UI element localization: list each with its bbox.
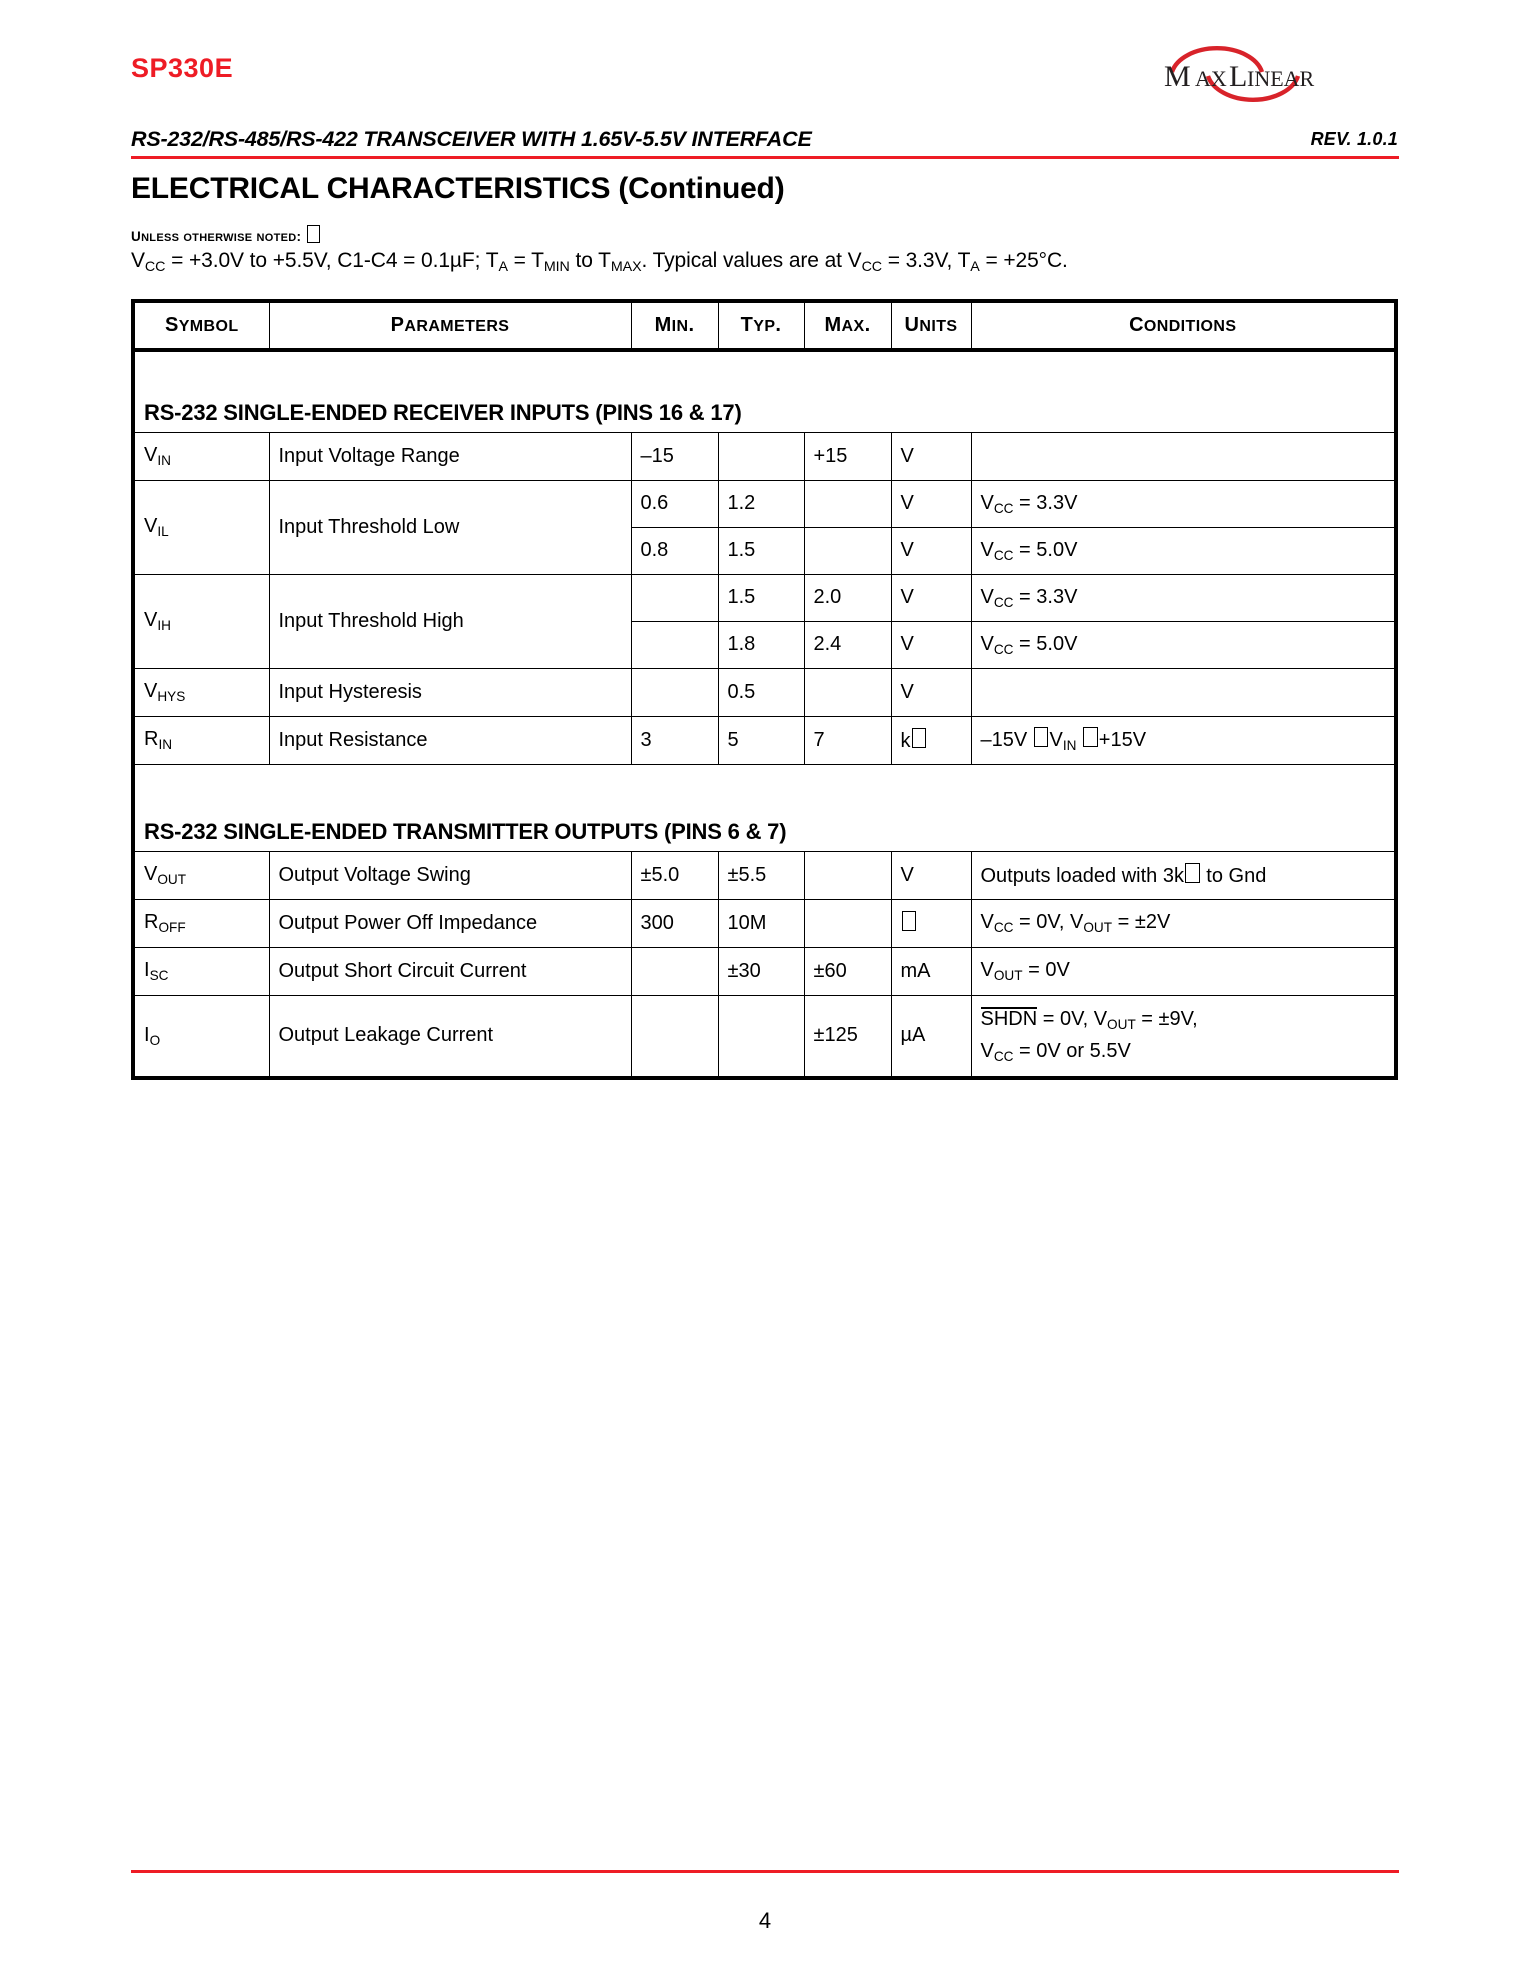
- conditions-line-1: SHDN = 0V, $V_{OUT} = \pm 9V$,: [980, 1008, 1198, 1032]
- cell-units: V: [891, 669, 971, 717]
- cell-conditions: $V_{CC} = 5.0V$: [971, 622, 1396, 669]
- cell-units: V: [891, 852, 971, 900]
- column-header-typ: TYP.: [718, 301, 804, 350]
- section-heading-paren: ): [779, 819, 784, 845]
- footer-rule: [131, 1870, 1399, 1873]
- cell-typ: 10M: [718, 900, 804, 948]
- cell-units: V: [891, 528, 971, 575]
- cell-max: +15: [804, 433, 891, 481]
- cell-parameter: Output Voltage Swing: [269, 852, 631, 900]
- cell-symbol: $V_{IN}$: [133, 433, 269, 481]
- cell-typ: [718, 996, 804, 1079]
- cell-units: V: [891, 481, 971, 528]
- cell-conditions: $V_{CC} = 3.3V$: [971, 575, 1396, 622]
- svg-text:AX: AX: [1195, 66, 1227, 91]
- cell-min: 0.8: [631, 528, 718, 575]
- cell-min: 300: [631, 900, 718, 948]
- svg-text:L: L: [1229, 60, 1248, 93]
- page-title-text: ELECTRICAL CHARACTERISTICS (Continued: [131, 172, 775, 205]
- cell-symbol: $V_{IL}$: [133, 481, 269, 575]
- table-row: [133, 575, 1396, 622]
- section-heading-text: RS-232 SINGLE-ENDED RECEIVER INPUTS (PINS 16 & 17: [144, 400, 735, 426]
- cell-conditions: $V_{CC} = 0V$, $V_{OUT} = \pm 2V$: [971, 900, 1396, 948]
- cell-min: 0.6: [631, 481, 718, 528]
- shdn-overline-label: SHDN: [980, 1008, 1038, 1031]
- column-header-min: MIN.: [631, 301, 718, 350]
- cell-units: V: [891, 575, 971, 622]
- cell-typ: 5: [718, 717, 804, 765]
- cell-min: ±5.0: [631, 852, 718, 900]
- cell-min: [631, 669, 718, 717]
- maxlinear-logo: [1150, 38, 1345, 108]
- table-row: [133, 948, 1396, 996]
- cell-units: mA: [891, 948, 971, 996]
- cell-symbol: $R_{OFF}$: [133, 900, 269, 948]
- cell-symbol: $V_{OUT}$: [133, 852, 269, 900]
- cell-max: [804, 528, 891, 575]
- page-title-paren: ): [774, 172, 782, 205]
- cell-conditions: [971, 669, 1396, 717]
- section-heading-cell: [133, 765, 1396, 852]
- column-header-symbol: SYMBOL: [133, 301, 269, 350]
- part-number: SP330E: [131, 53, 234, 83]
- cell-parameter: Input Resistance: [269, 717, 631, 765]
- cell-min: 3: [631, 717, 718, 765]
- le-missing-glyph-icon: [1034, 727, 1048, 747]
- section-heading-paren: ): [734, 400, 739, 426]
- table-header-row: [133, 301, 1396, 350]
- cell-parameter: Input Hysteresis: [269, 669, 631, 717]
- column-header-parameters: PARAMETERS: [269, 301, 631, 350]
- cell-units: [891, 900, 971, 948]
- section-heading-text: RS-232 SINGLE-ENDED TRANSMITTER OUTPUTS (PINS 6 & 7: [144, 819, 780, 845]
- cell-symbol: $V_{HYS}$: [133, 669, 269, 717]
- le-missing-glyph-icon: [1083, 727, 1097, 747]
- cell-typ: 1.8: [718, 622, 804, 669]
- cell-max: [804, 900, 891, 948]
- cell-units: V: [891, 433, 971, 481]
- cell-parameter: Input Voltage Range: [269, 433, 631, 481]
- cell-min: [631, 948, 718, 996]
- cell-max: [804, 481, 891, 528]
- conditions-note-label: [131, 225, 321, 246]
- maxlinear-logo-mark: [1150, 38, 1345, 108]
- cell-parameter: Output Short Circuit Current: [269, 948, 631, 996]
- cell-max: 7: [804, 717, 891, 765]
- cell-max: ±60: [804, 948, 891, 996]
- cell-typ: [718, 433, 804, 481]
- table-row: [133, 433, 1396, 481]
- cell-conditions: $V_{CC} = 5.0V$: [971, 528, 1396, 575]
- cell-conditions: –15V $V_{IN} +15V$: [971, 717, 1396, 765]
- table-row: [133, 852, 1396, 900]
- table-row: [133, 481, 1396, 528]
- cell-symbol: $R_{IN}$: [133, 717, 269, 765]
- cell-typ: 1.5: [718, 575, 804, 622]
- document-subtitle: RS-232/RS-485/RS-422 TRANSCEIVER WITH 1.65V-5.5V INTERFACE: [131, 127, 812, 151]
- cell-units: V: [891, 622, 971, 669]
- cell-parameter: Output Power Off Impedance: [269, 900, 631, 948]
- cell-units: k: [891, 717, 971, 765]
- cell-conditions: $V_{OUT} = 0V$: [971, 948, 1396, 996]
- ohm-missing-glyph-icon: [902, 911, 916, 931]
- cell-max: [804, 669, 891, 717]
- cell-typ: ±30: [718, 948, 804, 996]
- svg-text:M: M: [1164, 60, 1191, 93]
- cell-min: [631, 622, 718, 669]
- cell-symbol: $I_{SC}$: [133, 948, 269, 996]
- ohm-missing-glyph-icon: [1185, 863, 1199, 883]
- page-title: [131, 172, 782, 206]
- missing-glyph-icon: [307, 225, 320, 243]
- cell-typ: ±5.5: [718, 852, 804, 900]
- conditions-line-2: $V_{CC} = 0V$ or 5.5V: [980, 1040, 1131, 1064]
- cell-conditions: $V_{CC} = 3.3V$: [971, 481, 1396, 528]
- conditions-note-text: UNLESS OTHERWISE NOTED:: [131, 229, 302, 245]
- section-heading-cell: [133, 350, 1396, 433]
- cell-typ: 1.5: [718, 528, 804, 575]
- cell-units: µA: [891, 996, 971, 1079]
- table-row: [133, 900, 1396, 948]
- cell-symbol: $I_O$: [133, 996, 269, 1079]
- electrical-characteristics-table: [131, 299, 1398, 1080]
- cell-parameter: Input Threshold Low: [269, 481, 631, 575]
- table-row: [133, 717, 1396, 765]
- cell-max: [804, 852, 891, 900]
- cell-min: –15: [631, 433, 718, 481]
- column-header-units: UNITS: [891, 301, 971, 350]
- table-row: [133, 996, 1396, 1079]
- cell-max: 2.0: [804, 575, 891, 622]
- column-header-max: MAX.: [804, 301, 891, 350]
- page-number: 4: [758, 1908, 772, 1933]
- cell-min: [631, 575, 718, 622]
- table-section-heading-receiver: [133, 350, 1396, 433]
- cell-parameter: Input Threshold High: [269, 575, 631, 669]
- table-row: [133, 669, 1396, 717]
- cell-conditions: Outputs loaded with 3k to Gnd: [971, 852, 1396, 900]
- header-rule: [131, 156, 1399, 159]
- cell-max: 2.4: [804, 622, 891, 669]
- cell-conditions: [971, 996, 1396, 1079]
- table-section-heading-transmitter: [133, 765, 1396, 852]
- revision-label: REV. 1.0.1: [1310, 129, 1398, 149]
- svg-text:INEAR: INEAR: [1247, 66, 1315, 91]
- ohm-missing-glyph-icon: [912, 728, 926, 748]
- conditions-note-line: $V_{CC} = +3.0V$ to +5.5V, C1-C4 = 0.1µF; $T_A = T_{MIN}$ to $T_{MAX}$. Typical values are at $V_{CC} = 3.3V$, $T_A = +25^\circ C$.: [131, 249, 1068, 275]
- cell-conditions: [971, 433, 1396, 481]
- cell-max: ±125: [804, 996, 891, 1079]
- cell-typ: 0.5: [718, 669, 804, 717]
- cell-min: [631, 996, 718, 1079]
- column-header-conditions: CONDITIONS: [971, 301, 1396, 350]
- cell-typ: 1.2: [718, 481, 804, 528]
- cell-symbol: $V_{IH}$: [133, 575, 269, 669]
- cell-parameter: Output Leakage Current: [269, 996, 631, 1079]
